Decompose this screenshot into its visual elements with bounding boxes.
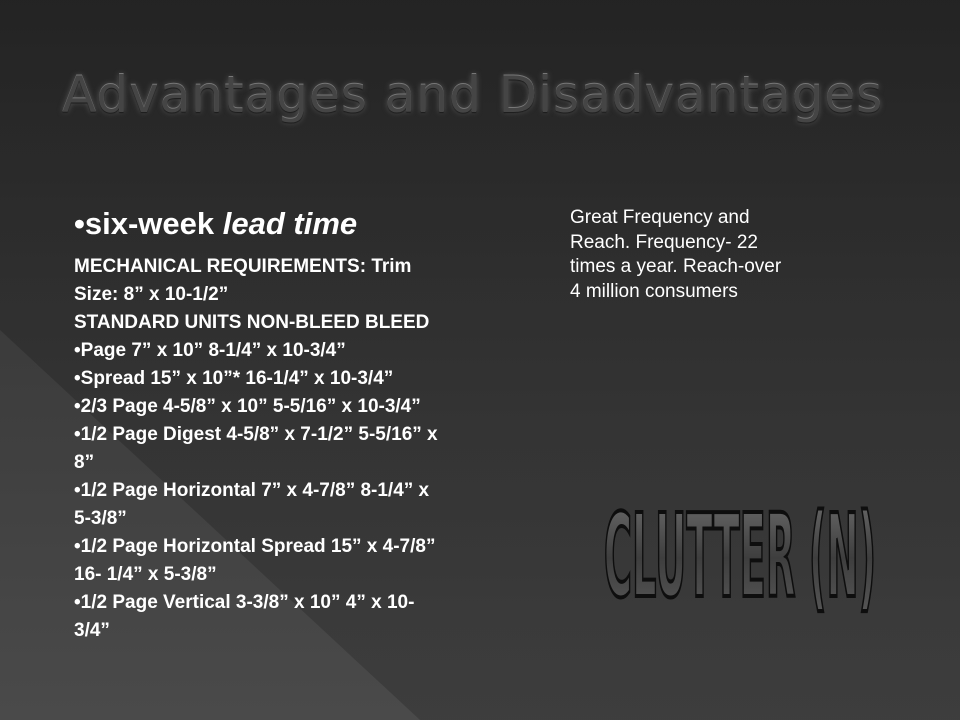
spec-line: •1/2 Page Horizontal 7” x 4-7/8” 8-1/4” x	[74, 480, 430, 501]
spec-line: Size: 8” x 10-1/2”	[74, 284, 229, 305]
note-line: Great Frequency and	[570, 207, 750, 228]
lead-italic: lead time	[222, 206, 358, 241]
spec-line: •1/2 Page Vertical 3-3/8” x 10” 4” x 10-	[74, 592, 415, 613]
spec-line: 3/4”	[74, 620, 110, 641]
spec-line: •1/2 Page Horizontal Spread 15” x 4-7/8”	[74, 536, 436, 557]
spec-line: •Page 7” x 10” 8-1/4” x 10-3/4”	[74, 340, 346, 361]
spec-line: •Spread 15” x 10”* 16-1/4” x 10-3/4”	[74, 368, 394, 389]
frequency-reach-note	[570, 206, 860, 304]
mechanical-requirements	[74, 253, 544, 645]
lead-text: six-week	[84, 206, 223, 241]
note-line: Reach. Frequency- 22	[570, 231, 758, 253]
note-line: 4 million consumers	[570, 280, 738, 302]
lead-time-bullet	[74, 208, 357, 239]
spec-line: •2/3 Page 4-5/8” x 10” 5-5/16” x 10-3/4”	[74, 396, 421, 417]
spec-line: 5-3/8”	[74, 508, 127, 529]
spec-line: 8”	[74, 452, 95, 473]
spec-line: MECHANICAL REQUIREMENTS: Trim	[74, 256, 412, 277]
clutter-wordart	[590, 478, 890, 638]
spec-line: STANDARD UNITS NON-BLEED BLEED	[74, 312, 430, 333]
wordart-text: CLUTTER (N)	[603, 491, 877, 625]
note-line: times a year. Reach-over	[570, 256, 782, 277]
spec-line: •1/2 Page Digest 4-5/8” x 7-1/2” 5-5/16” x	[74, 424, 438, 445]
spec-line: 16- 1/4” x 5-3/8”	[74, 564, 217, 585]
bullet-dot: •	[74, 206, 85, 241]
slide-title: Advantages and Disadvantages	[62, 66, 884, 124]
